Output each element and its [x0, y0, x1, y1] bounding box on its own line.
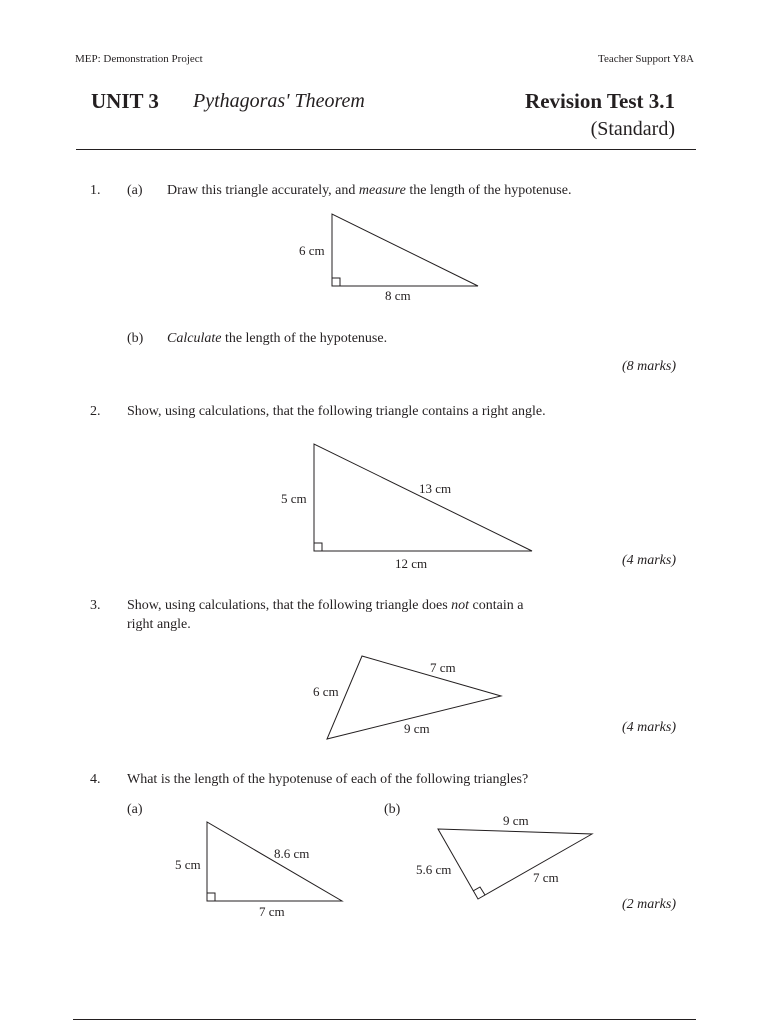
q1-label-8cm: 8 cm	[385, 288, 411, 303]
q1-triangle	[332, 214, 478, 286]
q1a-label: (a)	[127, 183, 143, 198]
header-support: Teacher Support Y8A	[598, 53, 694, 65]
topic-title: Pythagoras' Theorem	[193, 90, 365, 112]
q4a-label-7cm: 7 cm	[259, 904, 285, 919]
footer-rule	[73, 1019, 696, 1020]
test-level: (Standard)	[590, 118, 675, 140]
q2-marks: (4 marks)	[621, 553, 676, 568]
q3-number: 3.	[90, 598, 101, 613]
q1b-text: Calculate the length of the hypotenuse.	[167, 331, 388, 346]
q4-text: What is the length of the hypotenuse of each of the following triangles?	[127, 772, 529, 787]
q1-marks: (8 marks)	[621, 359, 676, 374]
q4a-right-angle-mark	[207, 893, 215, 901]
q4-marks: (2 marks)	[621, 897, 676, 912]
q2-label-13cm: 13 cm	[419, 481, 452, 496]
q1-label-6cm: 6 cm	[299, 243, 325, 258]
q2-text: Show, using calculations, that the following triangle contains a right angle.	[127, 404, 546, 419]
q1b-label: (b)	[127, 331, 144, 346]
test-title: Revision Test 3.1	[525, 89, 675, 113]
q2-number: 2.	[90, 404, 101, 419]
q3-label-7cm: 7 cm	[430, 660, 456, 675]
q4b-label: (b)	[384, 802, 401, 817]
q4a-label-5cm: 5 cm	[175, 857, 201, 872]
q3-label-6cm: 6 cm	[313, 684, 339, 699]
q2-triangle	[314, 444, 532, 551]
q2-label-5cm: 5 cm	[281, 491, 307, 506]
q3-text-line2: right angle.	[127, 617, 191, 632]
q4b-label-7cm: 7 cm	[533, 870, 559, 885]
q4a-label: (a)	[127, 802, 143, 817]
q3-marks: (4 marks)	[621, 720, 676, 735]
q3-label-9cm: 9 cm	[404, 721, 430, 736]
q4-number: 4.	[90, 772, 101, 787]
header-project: MEP: Demonstration Project	[75, 53, 203, 65]
q4a-label-86cm: 8.6 cm	[274, 846, 310, 861]
q3-text: Show, using calculations, that the following triangle does not contain a	[127, 598, 524, 613]
q2-label-12cm: 12 cm	[395, 556, 428, 571]
q4a-triangle	[207, 822, 342, 901]
q1-number: 1.	[90, 183, 101, 198]
q1-right-angle-mark	[332, 278, 340, 286]
q4b-triangle	[438, 829, 592, 899]
unit-title: UNIT 3	[91, 89, 159, 113]
q3-triangle	[327, 656, 501, 739]
q2-right-angle-mark	[314, 543, 322, 551]
q4b-label-56cm: 5.6 cm	[416, 862, 452, 877]
q1a-text: Draw this triangle accurately, and measure the length of the hypotenuse.	[167, 183, 572, 198]
q4b-label-9cm: 9 cm	[503, 813, 529, 828]
